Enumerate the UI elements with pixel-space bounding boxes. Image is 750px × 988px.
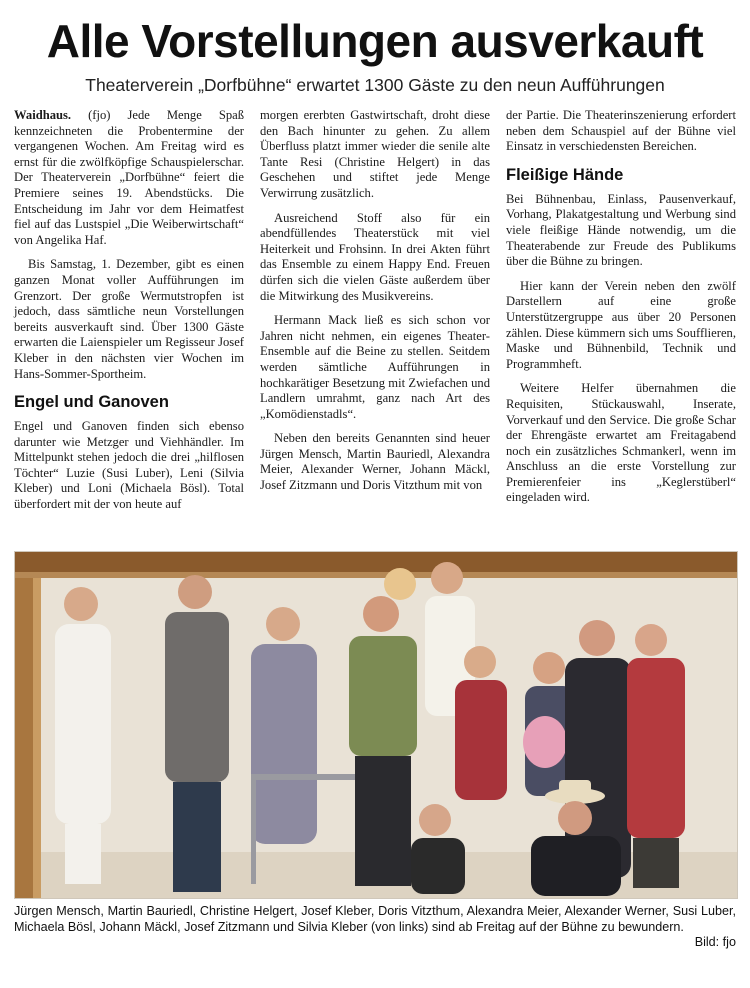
article-column-1 xyxy=(14,108,244,513)
paragraph: Engel und Ganoven finden sich ebenso darunter wie Metzger und Viehhändler. Im Mittelpunkt stehen jedoch die drei „hilflosen Töchter“ Luzie (Susi Luber), Leni (Silvia Kleber) und Loni (Michaela Bösl). Total überfordert mit der von heute auf xyxy=(14,419,244,512)
headline: Alle Vorstellungen ausverkauft xyxy=(46,15,704,67)
paragraph: Hier kann der Verein neben den zwölf Darstellern auf eine große Unterstützergruppe aus über 20 Personen zählen. Diese kümmern sich ums Soufflieren, Maske und Bühnenbild, Technik und Programmheft. xyxy=(506,278,736,371)
paragraph: Weitere Helfer übernahmen die Requisiten, Stückauswahl, Inserate, Vorverkauf und den Service. Die große Schar der Ehrengäste erwartet am Freitagabend noch ein zusätzliches Schmankerl, wenn im Anschluss an die erste Vorstellung zur Premierenfeier ins „Keglerstüberl“ eingeladen wird. xyxy=(506,381,736,505)
paragraph: morgen ererbten Gastwirtschaft, droht diese den Bach hinunter zu gehen. Zu allem Überfluss platzt immer wieder die senile alte Tante Resi (Christine Helgert) in das Geschehen und stiftet jede Menge Verwirrung zusätzlich. xyxy=(260,108,490,200)
photo-credit: Bild: fjo xyxy=(694,935,736,949)
paragraph: Hermann Mack ließ es sich schon vor Jahren nicht nehmen, ein eigenes Theater-Ensemble auf die Beine zu stellen. Seitdem werden sämtliche Aufführungen in hochkarätiger Besetzung mit Zwiefachen und Landlern umrahmt, ganz nach Art des „Komödienstadls“. xyxy=(260,313,490,421)
paragraph: Ausreichend Stoff also für ein abendfüllendes Theaterstück mit viel Heiterkeit und Frohsinn. In drei Akten führt das Ensemble zu einem Happy End. Freuen dürfen sich die vielen Gäste außerdem über die Mitwirkung des Musikvereins. xyxy=(260,210,490,303)
paragraph: der Partie. Die Theaterinszenierung erfordert neben dem Schauspiel auf der Bühne viel Einsatz in verschiedensten Bereichen. xyxy=(506,108,736,154)
article-column-3 xyxy=(506,108,736,506)
section-heading: Engel und Ganoven xyxy=(14,393,169,412)
dateline: Waidhaus. xyxy=(14,108,72,122)
photo-caption: Jürgen Mensch, Martin Bauriedl, Christine Helgert, Josef Kleber, Doris Vitzthum, Alexandra Meier, Alexander Werner, Susi Luber, Michaela Bösl, Johann Mäckl, Josef Zitzmann und Silvia Kleber (von links) sind ab Freitag auf der Bühne zu bewundern. xyxy=(14,904,736,934)
ensemble-photo xyxy=(14,551,738,899)
paragraph: Bis Samstag, 1. Dezember, gibt es einen ganzen Monat voller Aufführungen im Grenzort. Der große Wermutstropfen ist jedoch, dass sämtliche neun Vorstellungen bereits ausverkauft sind. Über 1300 Gäste erwarten die Laienspieler um Regisseur Josef Kleber in den nächsten vier Wochen im Hans-Sommer-Sportheim. xyxy=(14,257,244,381)
subheadline: Theaterverein „Dorfbühne“ erwartet 1300 Gäste zu den neun Aufführungen xyxy=(85,75,665,95)
section-heading: Fleißige Hände xyxy=(506,165,624,184)
paragraph-text: (fjo) Jede Menge Spaß kennzeichneten die Probentermine der vergangenen Wochen. Am Freitag wird es ernst für die zwölfköpfige Schauspielerschar. Der Theaterverein „Dorfbühne“ feiert die Premiere seines 19. Abendstücks. Die Entscheidung im Jahr vor dem Heimatfest fiel auf das Lustspiel „Die Weiberwirtschaft“ von Angelika Haf. xyxy=(14,108,245,247)
paragraph: Neben den bereits Genannten sind heuer Jürgen Mensch, Martin Bauriedl, Alexandra Meier, Alexander Werner, Johann Mäckl, Josef Zitzmann und Doris Vitzthum mit von xyxy=(260,431,490,493)
article-column-2 xyxy=(260,108,490,494)
paragraph xyxy=(14,108,244,248)
paragraph: Bei Bühnenbau, Einlass, Pausenverkauf, Vorhang, Plakatgestaltung und Werbung sind viele fleißige Hände notwendig, um die Theaterabende zur Freude des Publikums über die Bühne zu bringen. xyxy=(506,191,736,269)
ensemble-photo-illustration xyxy=(15,552,737,898)
